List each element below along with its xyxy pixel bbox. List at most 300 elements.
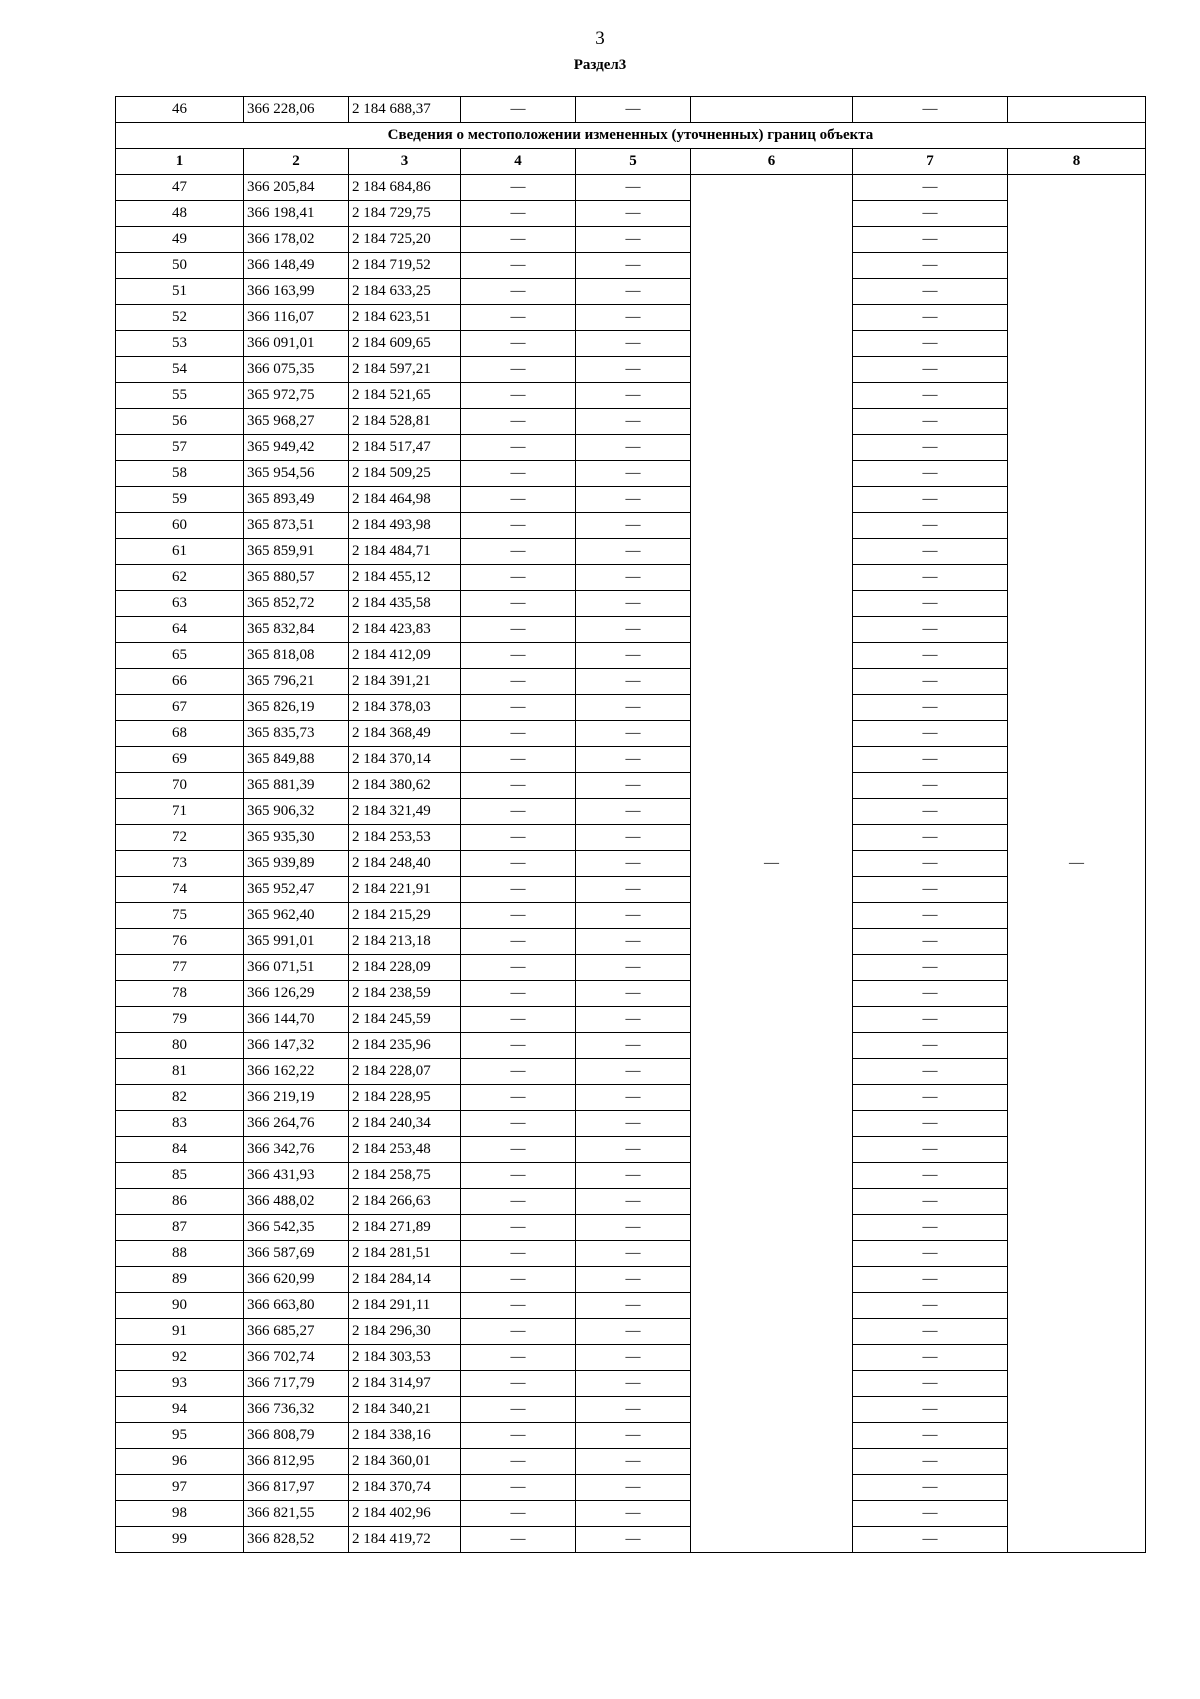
point-number-cell: 75 xyxy=(116,903,244,929)
point-number-cell: 64 xyxy=(116,617,244,643)
col5-cell: — xyxy=(576,1111,691,1137)
x-coordinate-cell: 365 835,73 xyxy=(244,721,349,747)
y-coordinate-cell: 2 184 719,52 xyxy=(349,253,461,279)
col4-cell: — xyxy=(461,409,576,435)
col4-cell: — xyxy=(461,227,576,253)
col4-cell: — xyxy=(461,955,576,981)
col4-cell: — xyxy=(461,435,576,461)
col5-cell: — xyxy=(576,357,691,383)
y-coordinate-cell: 2 184 455,12 xyxy=(349,565,461,591)
table-row xyxy=(116,747,1146,773)
y-coordinate-cell: 2 184 238,59 xyxy=(349,981,461,1007)
col4-cell: — xyxy=(461,1475,576,1501)
point-number-cell: 67 xyxy=(116,695,244,721)
x-coordinate-cell: 366 228,06 xyxy=(244,97,349,123)
x-coordinate-cell: 366 663,80 xyxy=(244,1293,349,1319)
col7-cell: — xyxy=(853,1449,1008,1475)
col4-cell: — xyxy=(461,929,576,955)
point-number-cell: 51 xyxy=(116,279,244,305)
col5-cell: — xyxy=(576,851,691,877)
col7-cell: — xyxy=(853,305,1008,331)
col5-cell: — xyxy=(576,201,691,227)
col7-cell: — xyxy=(853,435,1008,461)
y-coordinate-cell: 2 184 633,25 xyxy=(349,279,461,305)
col5-cell: — xyxy=(576,643,691,669)
col7-cell: — xyxy=(853,97,1008,123)
col4-cell: — xyxy=(461,305,576,331)
x-coordinate-cell: 366 198,41 xyxy=(244,201,349,227)
col6-merged-cell: — xyxy=(691,175,853,1553)
y-coordinate-cell: 2 184 360,01 xyxy=(349,1449,461,1475)
col4-cell: — xyxy=(461,773,576,799)
col5-cell: — xyxy=(576,97,691,123)
table-row xyxy=(116,513,1146,539)
y-coordinate-cell: 2 184 521,65 xyxy=(349,383,461,409)
point-number-cell: 58 xyxy=(116,461,244,487)
col7-cell: — xyxy=(853,721,1008,747)
x-coordinate-cell: 366 808,79 xyxy=(244,1423,349,1449)
y-coordinate-cell: 2 184 528,81 xyxy=(349,409,461,435)
x-coordinate-cell: 366 162,22 xyxy=(244,1059,349,1085)
col5-cell: — xyxy=(576,539,691,565)
point-number-cell: 99 xyxy=(116,1527,244,1553)
table-row xyxy=(116,903,1146,929)
point-number-cell: 73 xyxy=(116,851,244,877)
col5-cell: — xyxy=(576,1527,691,1553)
point-number-cell: 84 xyxy=(116,1137,244,1163)
col4-cell: — xyxy=(461,97,576,123)
table-row xyxy=(116,175,1146,201)
col7-cell: — xyxy=(853,513,1008,539)
col5-cell: — xyxy=(576,487,691,513)
y-coordinate-cell: 2 184 623,51 xyxy=(349,305,461,331)
column-header-4: 4 xyxy=(461,149,576,175)
col4-cell: — xyxy=(461,1449,576,1475)
x-coordinate-cell: 366 163,99 xyxy=(244,279,349,305)
section-title: Раздел3 xyxy=(573,57,627,73)
col5-cell: — xyxy=(576,1059,691,1085)
col4-cell: — xyxy=(461,799,576,825)
x-coordinate-cell: 365 881,39 xyxy=(244,773,349,799)
column-header-8: 8 xyxy=(1008,149,1146,175)
col5-cell: — xyxy=(576,331,691,357)
col7-cell: — xyxy=(853,955,1008,981)
col4-cell: — xyxy=(461,539,576,565)
col7-cell: — xyxy=(853,981,1008,1007)
col5-cell: — xyxy=(576,513,691,539)
col4-cell: — xyxy=(461,357,576,383)
point-number-cell: 74 xyxy=(116,877,244,903)
table-row xyxy=(116,643,1146,669)
table-row xyxy=(116,305,1146,331)
col4-cell: — xyxy=(461,253,576,279)
point-number-cell: 91 xyxy=(116,1319,244,1345)
col4-cell: — xyxy=(461,1371,576,1397)
point-number-cell: 79 xyxy=(116,1007,244,1033)
col4-cell: — xyxy=(461,461,576,487)
table-row xyxy=(116,721,1146,747)
col7-cell: — xyxy=(853,409,1008,435)
x-coordinate-cell: 365 818,08 xyxy=(244,643,349,669)
y-coordinate-cell: 2 184 215,29 xyxy=(349,903,461,929)
col7-cell: — xyxy=(853,175,1008,201)
col4-cell: — xyxy=(461,669,576,695)
col4-cell: — xyxy=(461,1033,576,1059)
point-number-cell: 47 xyxy=(116,175,244,201)
x-coordinate-cell: 365 796,21 xyxy=(244,669,349,695)
col7-cell: — xyxy=(853,1215,1008,1241)
point-number-cell: 86 xyxy=(116,1189,244,1215)
col5-cell: — xyxy=(576,617,691,643)
y-coordinate-cell: 2 184 423,83 xyxy=(349,617,461,643)
y-coordinate-cell: 2 184 517,47 xyxy=(349,435,461,461)
col7-cell: — xyxy=(853,331,1008,357)
table-row xyxy=(116,383,1146,409)
y-coordinate-cell: 2 184 213,18 xyxy=(349,929,461,955)
col7-cell: — xyxy=(853,357,1008,383)
table-row xyxy=(116,253,1146,279)
caption-row xyxy=(116,123,1146,149)
x-coordinate-cell: 365 939,89 xyxy=(244,851,349,877)
col4-cell: — xyxy=(461,1163,576,1189)
table-row xyxy=(116,435,1146,461)
col7-cell: — xyxy=(853,1293,1008,1319)
col4-cell: — xyxy=(461,1085,576,1111)
table-row xyxy=(116,1033,1146,1059)
col4-cell: — xyxy=(461,903,576,929)
y-coordinate-cell: 2 184 412,09 xyxy=(349,643,461,669)
table-row xyxy=(116,851,1146,877)
col5-cell: — xyxy=(576,1293,691,1319)
x-coordinate-cell: 365 873,51 xyxy=(244,513,349,539)
x-coordinate-cell: 366 620,99 xyxy=(244,1267,349,1293)
table-row xyxy=(116,825,1146,851)
table-row xyxy=(116,1007,1146,1033)
point-number-cell: 98 xyxy=(116,1501,244,1527)
point-number-cell: 68 xyxy=(116,721,244,747)
table-row xyxy=(116,695,1146,721)
col5-cell: — xyxy=(576,1267,691,1293)
table-row xyxy=(116,1397,1146,1423)
col7-cell: — xyxy=(853,279,1008,305)
y-coordinate-cell: 2 184 258,75 xyxy=(349,1163,461,1189)
col5-cell: — xyxy=(576,773,691,799)
col4-cell: — xyxy=(461,565,576,591)
table-row xyxy=(116,1111,1146,1137)
x-coordinate-cell: 366 817,97 xyxy=(244,1475,349,1501)
point-number-cell: 92 xyxy=(116,1345,244,1371)
col5-cell: — xyxy=(576,669,691,695)
y-coordinate-cell: 2 184 729,75 xyxy=(349,201,461,227)
point-number-cell: 82 xyxy=(116,1085,244,1111)
x-coordinate-cell: 366 685,27 xyxy=(244,1319,349,1345)
point-number-cell: 88 xyxy=(116,1241,244,1267)
point-number-cell: 81 xyxy=(116,1059,244,1085)
col5-cell: — xyxy=(576,1371,691,1397)
column-header-5: 5 xyxy=(576,149,691,175)
col7-cell: — xyxy=(853,1111,1008,1137)
y-coordinate-cell: 2 184 688,37 xyxy=(349,97,461,123)
col4-cell: — xyxy=(461,617,576,643)
point-number-cell: 83 xyxy=(116,1111,244,1137)
col4-cell: — xyxy=(461,1345,576,1371)
point-number-cell: 78 xyxy=(116,981,244,1007)
column-header-6: 6 xyxy=(691,149,853,175)
point-number-cell: 57 xyxy=(116,435,244,461)
y-coordinate-cell: 2 184 240,34 xyxy=(349,1111,461,1137)
point-number-cell: 76 xyxy=(116,929,244,955)
point-number-cell: 50 xyxy=(116,253,244,279)
y-coordinate-cell: 2 184 435,58 xyxy=(349,591,461,617)
table-row xyxy=(116,799,1146,825)
col7-cell: — xyxy=(853,1033,1008,1059)
column-header-1: 1 xyxy=(116,149,244,175)
x-coordinate-cell: 365 991,01 xyxy=(244,929,349,955)
table-row xyxy=(116,1241,1146,1267)
x-coordinate-cell: 365 849,88 xyxy=(244,747,349,773)
col5-cell: — xyxy=(576,1501,691,1527)
column-header-row xyxy=(116,149,1146,175)
y-coordinate-cell: 2 184 378,03 xyxy=(349,695,461,721)
point-number-cell: 97 xyxy=(116,1475,244,1501)
col6-cell xyxy=(691,97,853,123)
y-coordinate-cell: 2 184 370,14 xyxy=(349,747,461,773)
x-coordinate-cell: 365 859,91 xyxy=(244,539,349,565)
col8-merged-cell: — xyxy=(1008,175,1146,1553)
col5-cell: — xyxy=(576,435,691,461)
x-coordinate-cell: 366 126,29 xyxy=(244,981,349,1007)
col5-cell: — xyxy=(576,1397,691,1423)
col5-cell: — xyxy=(576,1137,691,1163)
point-number-cell: 53 xyxy=(116,331,244,357)
col4-cell: — xyxy=(461,851,576,877)
x-coordinate-cell: 365 906,32 xyxy=(244,799,349,825)
x-coordinate-cell: 366 821,55 xyxy=(244,1501,349,1527)
y-coordinate-cell: 2 184 296,30 xyxy=(349,1319,461,1345)
y-coordinate-cell: 2 184 248,40 xyxy=(349,851,461,877)
y-coordinate-cell: 2 184 253,53 xyxy=(349,825,461,851)
col5-cell: — xyxy=(576,1241,691,1267)
table-row xyxy=(116,1059,1146,1085)
col5-cell: — xyxy=(576,929,691,955)
table-body xyxy=(116,97,1146,1553)
table-row xyxy=(116,773,1146,799)
y-coordinate-cell: 2 184 284,14 xyxy=(349,1267,461,1293)
table-row xyxy=(116,1475,1146,1501)
col7-cell: — xyxy=(853,1267,1008,1293)
table-row xyxy=(116,1527,1146,1553)
point-number-cell: 66 xyxy=(116,669,244,695)
col5-cell: — xyxy=(576,383,691,409)
point-number-cell: 60 xyxy=(116,513,244,539)
col5-cell: — xyxy=(576,1033,691,1059)
col5-cell: — xyxy=(576,1475,691,1501)
y-coordinate-cell: 2 184 391,21 xyxy=(349,669,461,695)
y-coordinate-cell: 2 184 725,20 xyxy=(349,227,461,253)
col5-cell: — xyxy=(576,565,691,591)
col7-cell: — xyxy=(853,1085,1008,1111)
x-coordinate-cell: 366 205,84 xyxy=(244,175,349,201)
y-coordinate-cell: 2 184 380,62 xyxy=(349,773,461,799)
table-row xyxy=(116,461,1146,487)
x-coordinate-cell: 366 431,93 xyxy=(244,1163,349,1189)
table-row xyxy=(116,357,1146,383)
point-number-cell: 72 xyxy=(116,825,244,851)
col4-cell: — xyxy=(461,1111,576,1137)
y-coordinate-cell: 2 184 245,59 xyxy=(349,1007,461,1033)
col4-cell: — xyxy=(461,175,576,201)
table-row xyxy=(116,877,1146,903)
x-coordinate-cell: 365 880,57 xyxy=(244,565,349,591)
table-row xyxy=(116,279,1146,305)
col5-cell: — xyxy=(576,227,691,253)
col7-cell: — xyxy=(853,487,1008,513)
col4-cell: — xyxy=(461,1059,576,1085)
col4-cell: — xyxy=(461,513,576,539)
y-coordinate-cell: 2 184 597,21 xyxy=(349,357,461,383)
col7-cell: — xyxy=(853,799,1008,825)
point-number-cell: 80 xyxy=(116,1033,244,1059)
col7-cell: — xyxy=(853,617,1008,643)
table-row xyxy=(116,1345,1146,1371)
col7-cell: — xyxy=(853,1423,1008,1449)
col7-cell: — xyxy=(853,1371,1008,1397)
x-coordinate-cell: 365 949,42 xyxy=(244,435,349,461)
x-coordinate-cell: 366 075,35 xyxy=(244,357,349,383)
table-row xyxy=(116,929,1146,955)
col5-cell: — xyxy=(576,1085,691,1111)
col7-cell: — xyxy=(853,539,1008,565)
x-coordinate-cell: 366 178,02 xyxy=(244,227,349,253)
x-coordinate-cell: 366 812,95 xyxy=(244,1449,349,1475)
table-row xyxy=(116,617,1146,643)
col7-cell: — xyxy=(853,461,1008,487)
col5-cell: — xyxy=(576,1345,691,1371)
col7-cell: — xyxy=(853,747,1008,773)
point-number-cell: 90 xyxy=(116,1293,244,1319)
y-coordinate-cell: 2 184 228,07 xyxy=(349,1059,461,1085)
x-coordinate-cell: 365 826,19 xyxy=(244,695,349,721)
col5-cell: — xyxy=(576,799,691,825)
col5-cell: — xyxy=(576,825,691,851)
col4-cell: — xyxy=(461,1137,576,1163)
point-number-cell: 70 xyxy=(116,773,244,799)
page-number: 3 xyxy=(595,28,605,49)
x-coordinate-cell: 366 702,74 xyxy=(244,1345,349,1371)
col4-cell: — xyxy=(461,1319,576,1345)
col7-cell: — xyxy=(853,695,1008,721)
x-coordinate-cell: 365 832,84 xyxy=(244,617,349,643)
table-row xyxy=(116,201,1146,227)
x-coordinate-cell: 366 488,02 xyxy=(244,1189,349,1215)
col5-cell: — xyxy=(576,279,691,305)
table-row xyxy=(116,981,1146,1007)
col7-cell: — xyxy=(853,929,1008,955)
x-coordinate-cell: 365 952,47 xyxy=(244,877,349,903)
y-coordinate-cell: 2 184 684,86 xyxy=(349,175,461,201)
col4-cell: — xyxy=(461,331,576,357)
x-coordinate-cell: 365 962,40 xyxy=(244,903,349,929)
x-coordinate-cell: 366 147,32 xyxy=(244,1033,349,1059)
point-number-cell: 93 xyxy=(116,1371,244,1397)
col5-cell: — xyxy=(576,955,691,981)
col4-cell: — xyxy=(461,201,576,227)
col7-cell: — xyxy=(853,1137,1008,1163)
column-header-2: 2 xyxy=(244,149,349,175)
point-number-cell: 56 xyxy=(116,409,244,435)
col7-cell: — xyxy=(853,591,1008,617)
col5-cell: — xyxy=(576,461,691,487)
table-row xyxy=(116,1293,1146,1319)
y-coordinate-cell: 2 184 221,91 xyxy=(349,877,461,903)
table-row xyxy=(116,1215,1146,1241)
col7-cell: — xyxy=(853,1345,1008,1371)
table-row xyxy=(116,227,1146,253)
y-coordinate-cell: 2 184 291,11 xyxy=(349,1293,461,1319)
x-coordinate-cell: 366 219,19 xyxy=(244,1085,349,1111)
col5-cell: — xyxy=(576,877,691,903)
table-row xyxy=(116,591,1146,617)
col4-cell: — xyxy=(461,1527,576,1553)
table-row xyxy=(116,1085,1146,1111)
point-number-cell: 85 xyxy=(116,1163,244,1189)
col7-cell: — xyxy=(853,1475,1008,1501)
col7-cell: — xyxy=(853,1319,1008,1345)
table-row xyxy=(116,409,1146,435)
col5-cell: — xyxy=(576,1423,691,1449)
point-number-cell: 94 xyxy=(116,1397,244,1423)
col4-cell: — xyxy=(461,643,576,669)
x-coordinate-cell: 365 893,49 xyxy=(244,487,349,513)
col7-cell: — xyxy=(853,1397,1008,1423)
col5-cell: — xyxy=(576,1163,691,1189)
col7-cell: — xyxy=(853,565,1008,591)
point-number-cell: 69 xyxy=(116,747,244,773)
point-number-cell: 61 xyxy=(116,539,244,565)
y-coordinate-cell: 2 184 303,53 xyxy=(349,1345,461,1371)
y-coordinate-cell: 2 184 314,97 xyxy=(349,1371,461,1397)
y-coordinate-cell: 2 184 228,95 xyxy=(349,1085,461,1111)
point-number-cell: 87 xyxy=(116,1215,244,1241)
x-coordinate-cell: 365 968,27 xyxy=(244,409,349,435)
y-coordinate-cell: 2 184 235,96 xyxy=(349,1033,461,1059)
table-row xyxy=(116,1423,1146,1449)
col5-cell: — xyxy=(576,747,691,773)
col4-cell: — xyxy=(461,747,576,773)
column-header-7: 7 xyxy=(853,149,1008,175)
col5-cell: — xyxy=(576,903,691,929)
y-coordinate-cell: 2 184 253,48 xyxy=(349,1137,461,1163)
y-coordinate-cell: 2 184 484,71 xyxy=(349,539,461,565)
col7-cell: — xyxy=(853,1059,1008,1085)
col7-cell: — xyxy=(853,1241,1008,1267)
col5-cell: — xyxy=(576,591,691,617)
col4-cell: — xyxy=(461,695,576,721)
col7-cell: — xyxy=(853,643,1008,669)
y-coordinate-cell: 2 184 370,74 xyxy=(349,1475,461,1501)
col4-cell: — xyxy=(461,981,576,1007)
x-coordinate-cell: 366 717,79 xyxy=(244,1371,349,1397)
col5-cell: — xyxy=(576,981,691,1007)
col5-cell: — xyxy=(576,1319,691,1345)
point-number-cell: 62 xyxy=(116,565,244,591)
y-coordinate-cell: 2 184 493,98 xyxy=(349,513,461,539)
table-row xyxy=(116,331,1146,357)
col5-cell: — xyxy=(576,253,691,279)
col7-cell: — xyxy=(853,669,1008,695)
col4-cell: — xyxy=(461,721,576,747)
table-row xyxy=(116,1267,1146,1293)
